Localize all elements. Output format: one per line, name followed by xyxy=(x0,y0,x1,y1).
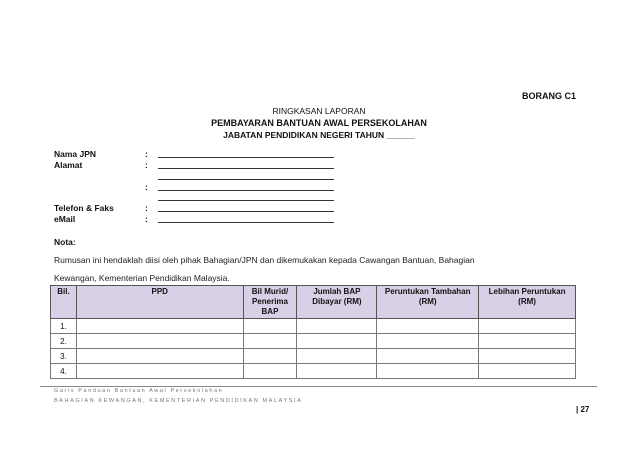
footer-guide-title: Garis Panduan Bantuan Awal Persekolahan xyxy=(54,388,224,394)
row-number: 1. xyxy=(51,319,77,334)
cell[interactable] xyxy=(377,349,479,364)
label-nama-jpn: Nama JPN xyxy=(54,149,97,159)
colon: : xyxy=(145,214,148,224)
table-row xyxy=(51,319,576,334)
row-number: 2. xyxy=(51,334,77,349)
cell[interactable] xyxy=(243,334,297,349)
label-email: eMail xyxy=(54,214,76,224)
cell[interactable] xyxy=(479,364,576,379)
label-telefon: Telefon & Faks xyxy=(54,203,114,213)
page-number: | 27 xyxy=(576,405,590,414)
header-peruntukan-tambahan: Peruntukan Tambahan (RM) xyxy=(377,286,479,319)
cell[interactable] xyxy=(243,349,297,364)
header-bil-murid: Bil Murid/ Penerima BAP xyxy=(243,286,297,319)
cell[interactable] xyxy=(297,364,377,379)
label-alamat: Alamat xyxy=(54,160,83,170)
table-row xyxy=(51,334,576,349)
colon: : xyxy=(145,160,148,170)
title-line-2: PEMBAYARAN BANTUAN AWAL PERSEKOLAHAN xyxy=(211,118,427,128)
cell[interactable] xyxy=(377,364,479,379)
title-line-3: JABATAN PENDIDIKAN NEGERI TAHUN ______ xyxy=(223,130,415,140)
cell[interactable] xyxy=(243,364,297,379)
cell[interactable] xyxy=(76,364,243,379)
footer-divider xyxy=(40,386,597,387)
nota-text-2: Kewangan, Kementerian Pendidikan Malaysia. xyxy=(54,273,230,283)
cell[interactable] xyxy=(76,319,243,334)
table-row xyxy=(51,364,576,379)
header-jumlah-bap: Jumlah BAP Dibayar (RM) xyxy=(297,286,377,319)
cell[interactable] xyxy=(297,319,377,334)
cell[interactable] xyxy=(377,319,479,334)
cell[interactable] xyxy=(76,349,243,364)
cell[interactable] xyxy=(479,334,576,349)
row-number: 3. xyxy=(51,349,77,364)
cell[interactable] xyxy=(243,319,297,334)
header-lebihan-peruntukan: Lebihan Peruntukan (RM) xyxy=(479,286,576,319)
colon: : xyxy=(145,203,148,213)
cell[interactable] xyxy=(479,319,576,334)
form-code: BORANG C1 xyxy=(521,91,576,101)
header-ppd: PPD xyxy=(76,286,243,319)
alamat-field-1[interactable] xyxy=(158,168,334,169)
cell[interactable] xyxy=(76,334,243,349)
header-bil: Bil. xyxy=(51,286,77,319)
footer-department: BAHAGIAN KEWANGAN, KEMENTERIAN PENDIDIKAN MALAYSIA xyxy=(54,398,303,404)
colon: : xyxy=(145,149,148,159)
table-header xyxy=(51,286,576,319)
nota-text-1: Rumusan ini hendaklah diisi oleh pihak Bahagian/JPN dan dikemukakan kepada Cawangan Bantuan, Bahagian xyxy=(54,255,475,265)
cell[interactable] xyxy=(297,334,377,349)
table-row xyxy=(51,349,576,364)
title-line-1: RINGKASAN LAPORAN xyxy=(272,106,366,116)
cell[interactable] xyxy=(377,334,479,349)
alamat-field-2[interactable] xyxy=(158,179,334,180)
email-field[interactable] xyxy=(158,222,334,223)
nota-heading: Nota: xyxy=(54,237,76,247)
cell[interactable] xyxy=(479,349,576,364)
colon: : xyxy=(145,182,148,192)
alamat-field-3[interactable] xyxy=(158,190,334,191)
row-number: 4. xyxy=(51,364,77,379)
telefon-field[interactable] xyxy=(158,211,334,212)
nama-jpn-field[interactable] xyxy=(158,157,334,158)
alamat-field-4[interactable] xyxy=(158,200,334,201)
cell[interactable] xyxy=(297,349,377,364)
summary-table xyxy=(50,285,576,379)
